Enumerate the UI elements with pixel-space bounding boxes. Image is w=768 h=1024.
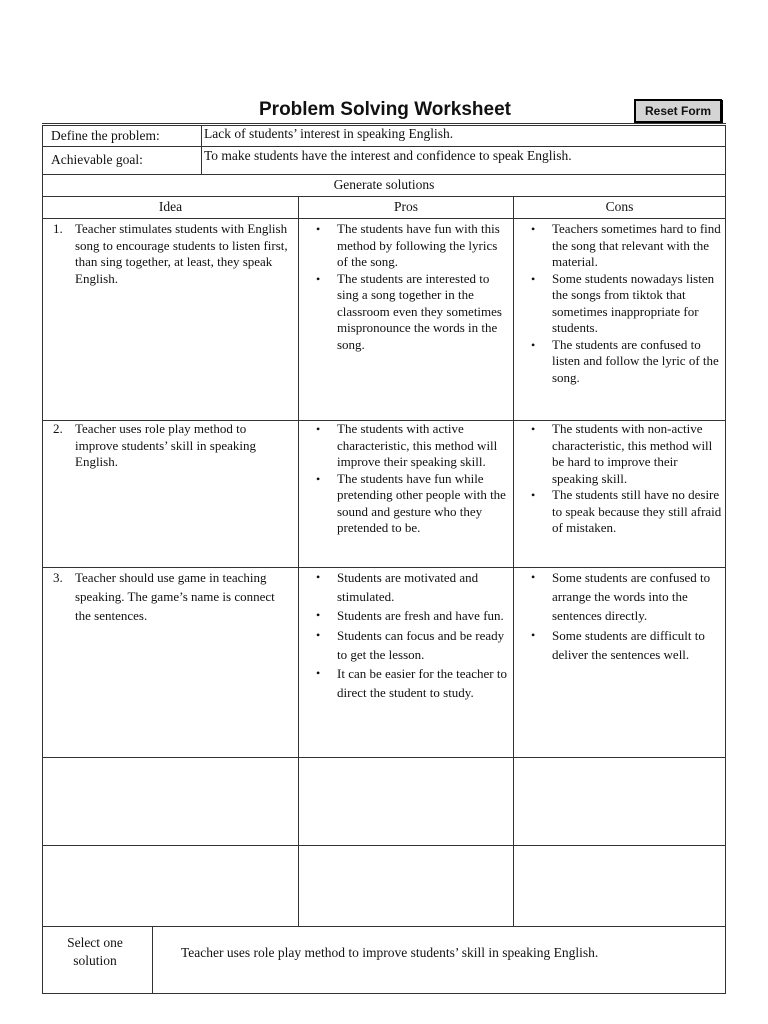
solution-3-idea-text: Teacher should use game in teaching speaking. The game’s name is connect the sentences.	[75, 570, 275, 624]
goal-label: Achievable goal:	[51, 152, 143, 167]
cons-list-item: • The students are confused to listen and follow the lyric of the song.	[514, 337, 723, 387]
solution-2-pros-list	[299, 421, 513, 537]
table-divider-vertical	[152, 926, 153, 993]
solution-2-cons-list	[514, 421, 725, 537]
problem-label: Define the problem:	[51, 128, 160, 143]
pros-list-item: • The students have fun with this method by following the lyrics of the song.	[299, 221, 511, 271]
pros-list-item: • Students are motivated and stimulated.	[299, 568, 511, 606]
select-solution-label: Select one solution	[67, 935, 123, 968]
table-divider	[42, 196, 726, 197]
solution-3-cons-field[interactable]	[514, 568, 725, 664]
pros-list-item: • It can be easier for the teacher to direct the student to study.	[299, 664, 511, 702]
worksheet-title: Problem Solving Worksheet	[259, 99, 511, 120]
solution-4-cons-field[interactable]	[514, 758, 725, 845]
table-border-bottom	[42, 993, 726, 994]
problem-field[interactable]: Lack of students’ interest in speaking English.	[204, 126, 454, 141]
solution-3-number: 3.	[53, 570, 63, 585]
pros-list-item: • Students can focus and be ready to get the lesson.	[299, 626, 511, 664]
solution-3-idea-field[interactable]	[43, 568, 298, 626]
cons-list-item: • Some students are confused to arrange the words into the sentences directly.	[514, 568, 723, 626]
solution-3-pros-field[interactable]	[299, 568, 513, 702]
pros-list-item: • The students are interested to sing a song together in the classroom even they sometimes mispronounce the words in the song.	[299, 271, 511, 354]
pros-list-item: • The students with active characteristic, this method will improve their speaking skill.	[299, 421, 511, 471]
solution-4-idea-field[interactable]	[43, 758, 298, 845]
solution-1-idea-field[interactable]	[43, 221, 298, 287]
column-header-cons: Cons	[605, 199, 634, 214]
table-border-top	[42, 123, 726, 124]
cons-list-item: • The students still have no desire to speak because they still afraid of mistaken.	[514, 487, 723, 537]
generate-solutions-header: Generate solutions	[333, 177, 435, 192]
solution-1-number: 1.	[53, 221, 63, 236]
pros-list-item: • Students are fresh and have fun.	[299, 606, 511, 625]
cons-list-item: • Teachers sometimes hard to find the song that relevant with the material.	[514, 221, 723, 271]
solution-1-cons-list	[514, 221, 725, 386]
solution-2-idea-field[interactable]	[43, 421, 298, 471]
cons-list-item: • The students with non-active characteristic, this method will be hard to improve their speaking skill.	[514, 421, 723, 487]
solution-1-pros-field[interactable]	[299, 221, 513, 353]
solution-1-idea-text: Teacher stimulates students with English song to encourage students to listen first, than sing together, at least, they speak English.	[75, 221, 288, 286]
goal-field[interactable]: To make students have the interest and confidence to speak English.	[204, 148, 572, 163]
solution-2-idea-text: Teacher uses role play method to improve students’ skill in speaking English.	[75, 421, 257, 469]
solution-5-pros-field[interactable]	[299, 846, 513, 926]
cons-list-item: • Some students nowadays listen the songs from tiktok that sometimes inappropriate for students.	[514, 271, 723, 337]
table-divider	[42, 218, 726, 219]
reset-form-button[interactable]: Reset Form	[634, 99, 722, 123]
solution-1-cons-field[interactable]	[514, 221, 725, 386]
table-divider	[42, 174, 726, 175]
solution-5-cons-field[interactable]	[514, 846, 725, 926]
column-header-idea: Idea	[158, 199, 183, 214]
solution-2-pros-field[interactable]	[299, 421, 513, 537]
solution-3-cons-list	[514, 568, 725, 664]
table-divider-vertical	[201, 125, 202, 175]
table-border-right	[725, 125, 726, 994]
solution-1-pros-list	[299, 221, 513, 353]
solution-4-pros-field[interactable]	[299, 758, 513, 845]
pros-list-item: • The students have fun while pretending other people with the sound and gesture who they pretended to be.	[299, 471, 511, 537]
solution-2-number: 2.	[53, 421, 63, 436]
solution-2-cons-field[interactable]	[514, 421, 725, 537]
table-divider	[42, 926, 726, 927]
selected-solution-field[interactable]: Teacher uses role play method to improve students’ skill in speaking English.	[181, 945, 599, 960]
cons-list-item: • Some students are difficult to deliver the sentences well.	[514, 626, 723, 664]
column-header-pros: Pros	[393, 199, 418, 214]
solution-5-idea-field[interactable]	[43, 846, 298, 926]
solution-3-pros-list	[299, 568, 513, 702]
